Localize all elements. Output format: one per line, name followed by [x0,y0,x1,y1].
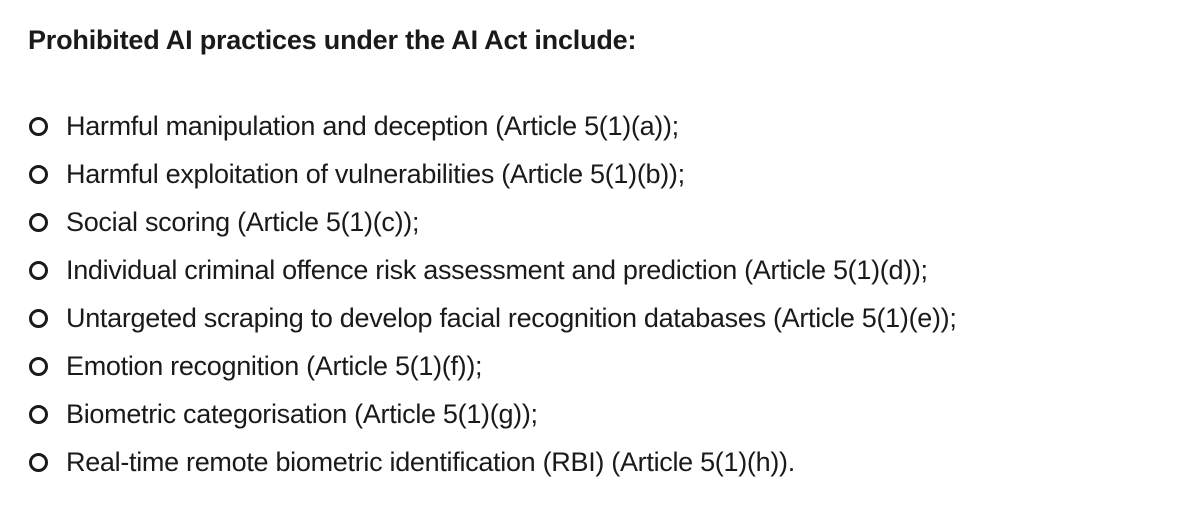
hollow-circle-icon [29,165,48,184]
list-item-label: Emotion recognition (Article 5(1)(f)); [66,351,483,381]
list-item-label: Individual criminal offence risk assessment and prediction (Article 5(1)(d)); [66,255,928,285]
list-item [28,150,957,198]
list-item [28,390,957,438]
list-item [28,102,957,150]
hollow-circle-icon [29,405,48,424]
hollow-circle-icon [29,117,48,136]
hollow-circle-icon [29,261,48,280]
hollow-circle-icon [29,453,48,472]
list-item-label: Harmful exploitation of vulnerabilities (Article 5(1)(b)); [66,159,685,189]
hollow-circle-icon [29,213,48,232]
list-item-label: Harmful manipulation and deception (Article 5(1)(a)); [66,111,679,141]
list-item [28,198,957,246]
list-item [28,246,957,294]
hollow-circle-icon [29,357,48,376]
prohibited-practices-list [28,102,957,486]
page-title: Prohibited AI practices under the AI Act include: [28,25,637,55]
list-item-label: Social scoring (Article 5(1)(c)); [66,207,420,237]
list-item-label: Untargeted scraping to develop facial recognition databases (Article 5(1)(e)); [66,303,957,333]
list-item [28,294,957,342]
list-item-label: Biometric categorisation (Article 5(1)(g)); [66,399,538,429]
hollow-circle-icon [29,309,48,328]
list-item [28,438,957,486]
list-item-label: Real-time remote biometric identification (RBI) (Article 5(1)(h)). [66,447,795,477]
document-content [28,22,1168,477]
list-item [28,342,957,390]
